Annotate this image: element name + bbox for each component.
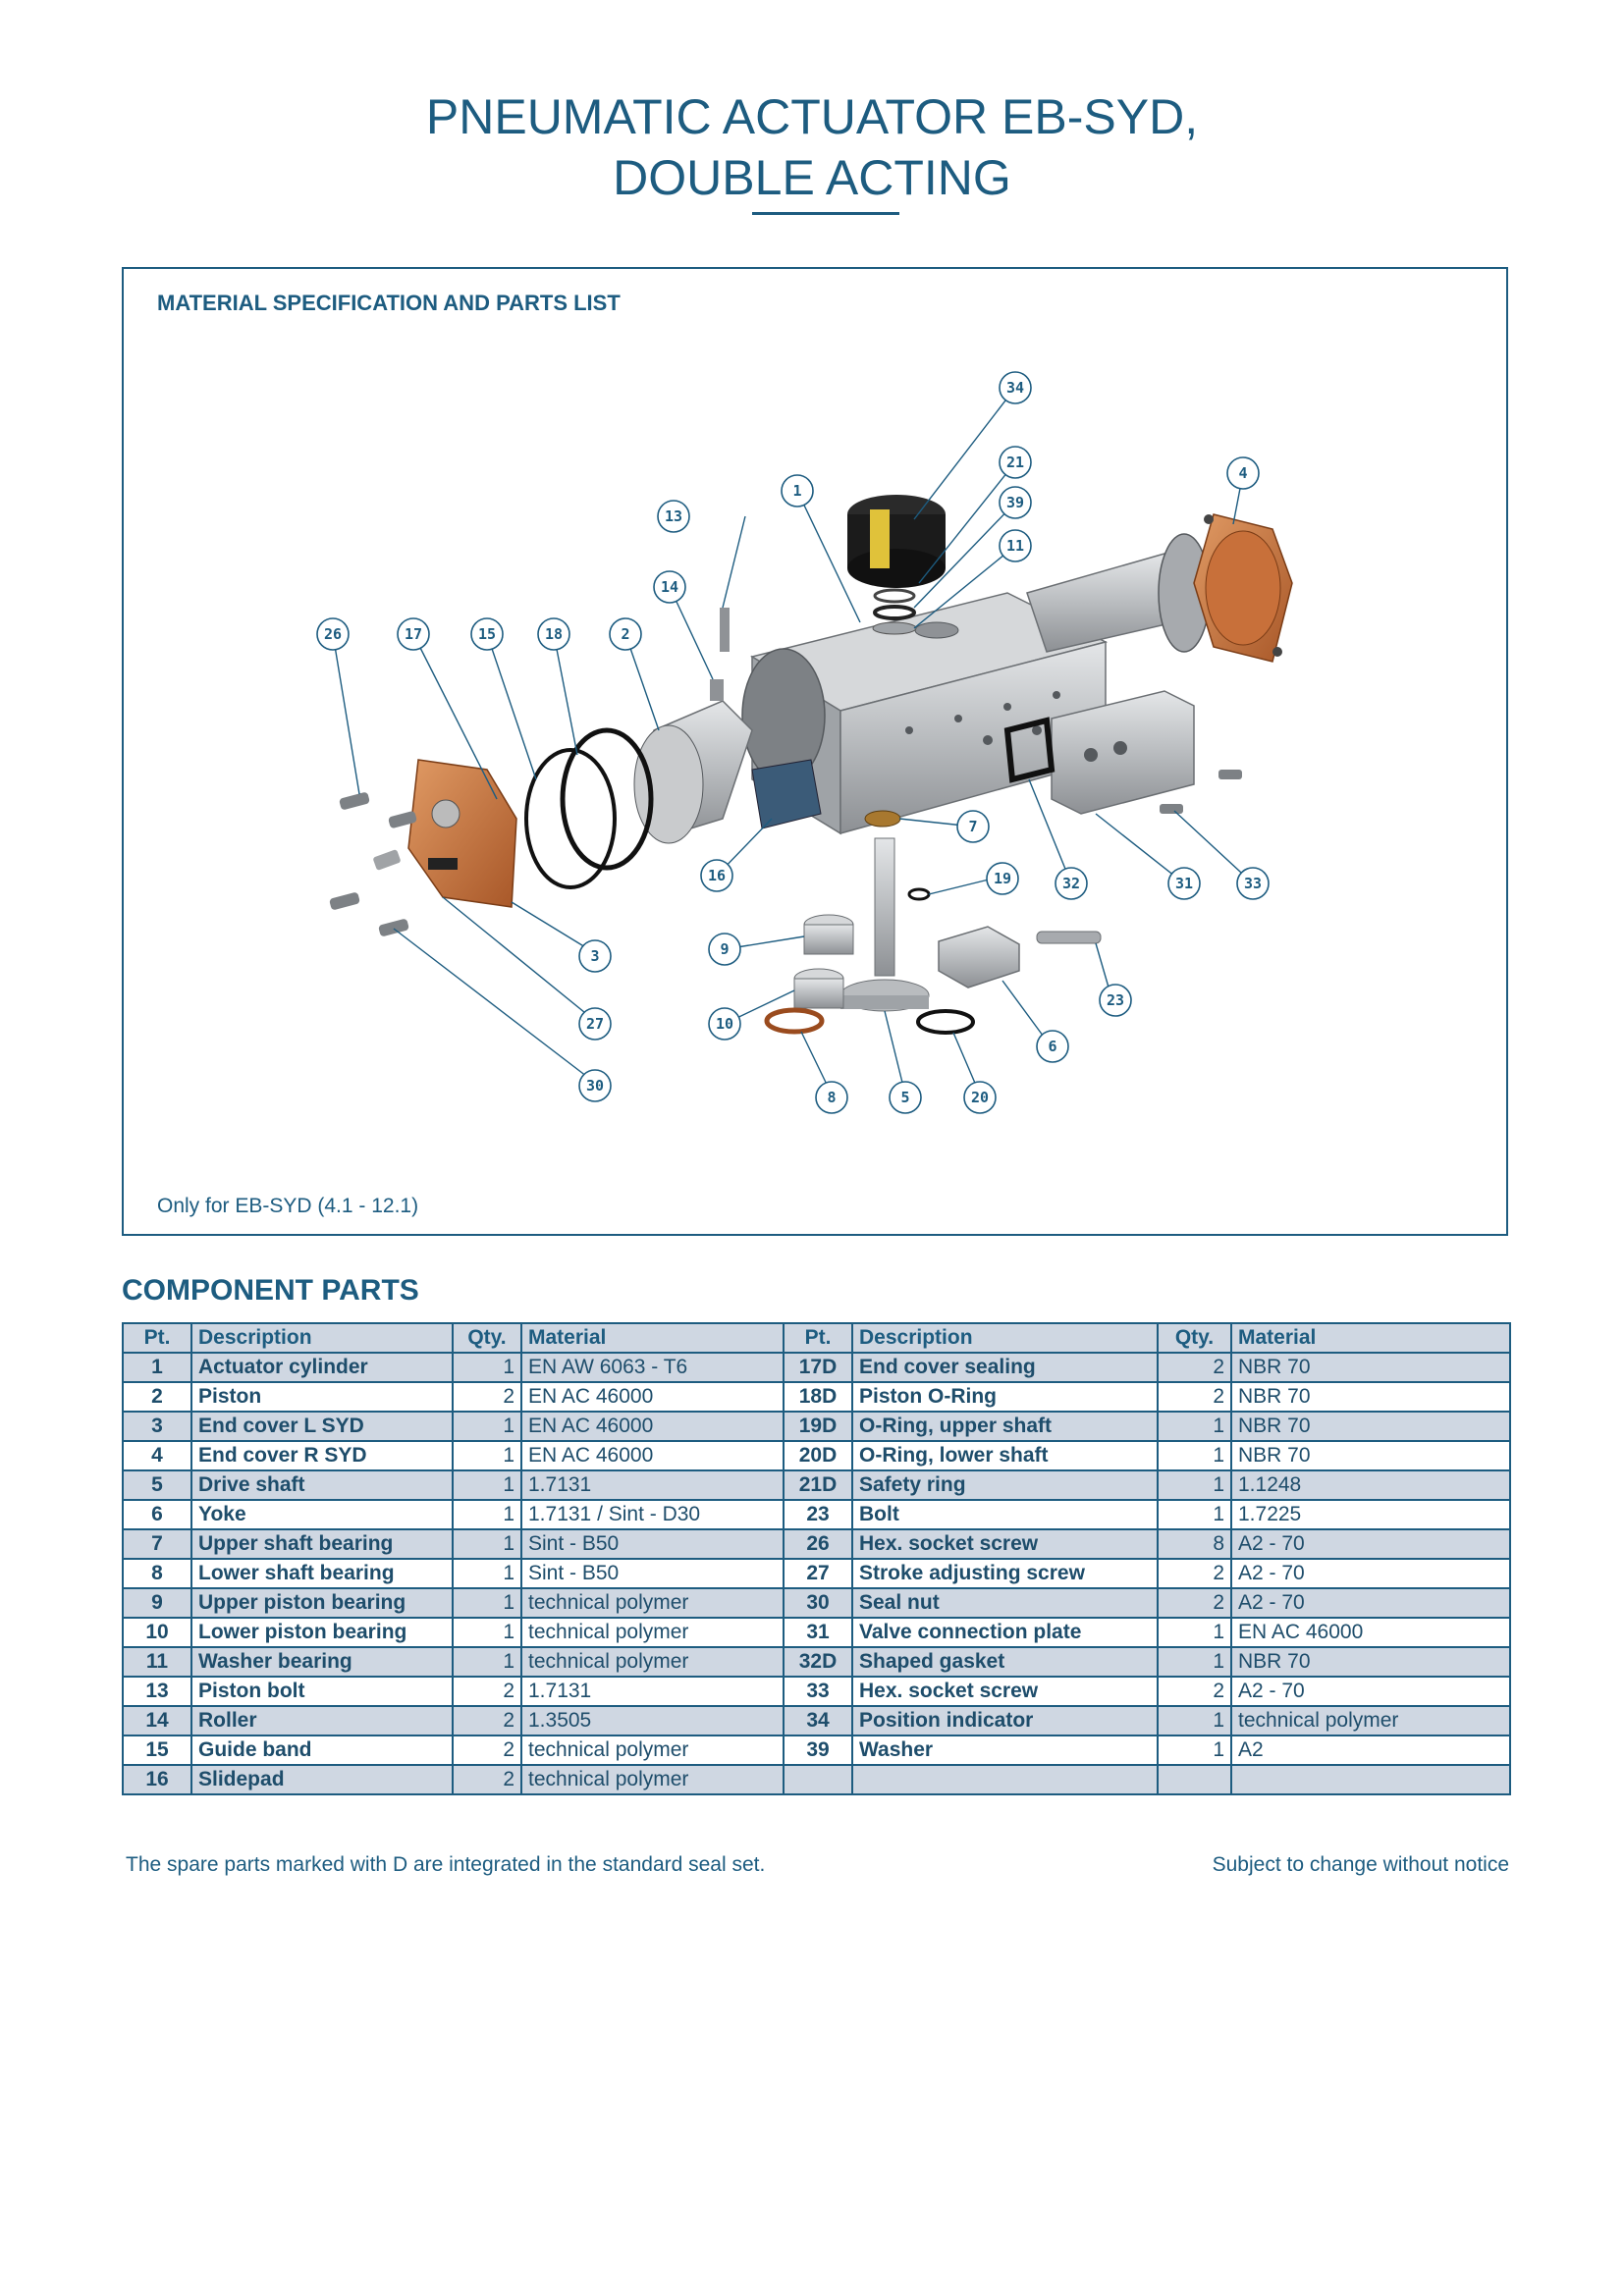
callout-33 — [1237, 868, 1269, 899]
callout-20 — [964, 1082, 996, 1113]
table-cell-material-2: EN AC 46000 — [1231, 1618, 1510, 1647]
table-cell-pt: 5 — [123, 1470, 191, 1500]
table-cell-material-2: technical polymer — [1231, 1706, 1510, 1735]
table-cell-qty: 1 — [453, 1353, 521, 1382]
table-cell-pt: 6 — [123, 1500, 191, 1529]
svg-text:33: 33 — [1243, 875, 1263, 892]
table-cell-qty: 1 — [453, 1470, 521, 1500]
svg-text:13: 13 — [664, 507, 683, 525]
exploded-view-drawing — [124, 269, 1506, 1234]
table-cell-qty: 2 — [453, 1765, 521, 1794]
table-cell-description-2: Hex. socket screw — [852, 1677, 1158, 1706]
table-cell-pt-2: 26 — [784, 1529, 852, 1559]
header-pt: Pt. — [123, 1323, 191, 1353]
callout-23 — [1100, 985, 1131, 1016]
table-cell-description-2: End cover sealing — [852, 1353, 1158, 1382]
callout-15 — [471, 618, 503, 650]
svg-text:14: 14 — [660, 578, 679, 596]
table-row — [123, 1382, 1510, 1412]
svg-text:23: 23 — [1106, 991, 1125, 1009]
table-cell-description: Washer bearing — [191, 1647, 453, 1677]
svg-text:11: 11 — [1005, 537, 1025, 555]
table-cell-description-2: Shaped gasket — [852, 1647, 1158, 1677]
svg-text:21: 21 — [1005, 454, 1025, 471]
svg-text:39: 39 — [1005, 494, 1025, 511]
table-cell-material-2: A2 - 70 — [1231, 1559, 1510, 1588]
table-cell-material-2: NBR 70 — [1231, 1412, 1510, 1441]
callout-31 — [1168, 868, 1200, 899]
table-cell-material-2: 1.1248 — [1231, 1470, 1510, 1500]
table-cell-description: Upper shaft bearing — [191, 1529, 453, 1559]
table-cell-qty-2: 2 — [1158, 1677, 1231, 1706]
table-cell-material-2: NBR 70 — [1231, 1353, 1510, 1382]
table-cell-material: 1.7131 — [521, 1677, 784, 1706]
table-row — [123, 1441, 1510, 1470]
callout-13 — [658, 501, 689, 532]
component-parts-title: COMPONENT PARTS — [122, 1274, 419, 1307]
table-cell-qty-2: 1 — [1158, 1500, 1231, 1529]
table-cell-pt: 11 — [123, 1647, 191, 1677]
table-cell-description: Slidepad — [191, 1765, 453, 1794]
table-cell-material-2: A2 - 70 — [1231, 1529, 1510, 1559]
table-cell-pt: 13 — [123, 1677, 191, 1706]
guide-band-shape — [526, 730, 651, 887]
table-row — [123, 1765, 1510, 1794]
svg-text:30: 30 — [585, 1077, 605, 1095]
callout-34 — [1000, 372, 1031, 403]
table-cell-pt-2: 34 — [784, 1706, 852, 1735]
table-cell-pt: 2 — [123, 1382, 191, 1412]
callout-6 — [1037, 1031, 1068, 1062]
table-cell-description-2: Hex. socket screw — [852, 1529, 1158, 1559]
table-row — [123, 1647, 1510, 1677]
table-cell-qty-2: 1 — [1158, 1706, 1231, 1735]
callout-21 — [1000, 447, 1031, 478]
table-cell-qty-2 — [1158, 1765, 1231, 1794]
table-row — [123, 1412, 1510, 1441]
table-cell-qty: 2 — [453, 1706, 521, 1735]
table-cell-qty: 1 — [453, 1647, 521, 1677]
table-cell-material-2: A2 - 70 — [1231, 1677, 1510, 1706]
table-cell-description-2: Stroke adjusting screw — [852, 1559, 1158, 1588]
table-cell-pt-2 — [784, 1765, 852, 1794]
table-cell-material-2: A2 - 70 — [1231, 1588, 1510, 1618]
table-cell-qty: 1 — [453, 1412, 521, 1441]
callout-26 — [317, 618, 349, 650]
table-cell-qty-2: 1 — [1158, 1618, 1231, 1647]
svg-text:2: 2 — [621, 625, 630, 643]
callout-11 — [1000, 530, 1031, 561]
table-cell-qty-2: 2 — [1158, 1353, 1231, 1382]
table-cell-pt-2: 17D — [784, 1353, 852, 1382]
table-cell-description: Drive shaft — [191, 1470, 453, 1500]
title-line-1: PNEUMATIC ACTUATOR EB-SYD, — [425, 89, 1199, 144]
table-cell-qty: 1 — [453, 1559, 521, 1588]
page-title — [0, 86, 1624, 208]
callout-27 — [579, 1008, 611, 1040]
table-cell-qty-2: 2 — [1158, 1382, 1231, 1412]
drive-shaft-shape — [767, 811, 973, 1033]
header-description: Description — [191, 1323, 453, 1353]
table-cell-pt: 15 — [123, 1735, 191, 1765]
table-cell-description-2: Safety ring — [852, 1470, 1158, 1500]
svg-text:10: 10 — [715, 1015, 734, 1033]
table-cell-qty: 1 — [453, 1500, 521, 1529]
header-material-2: Material — [1231, 1323, 1510, 1353]
table-cell-pt-2: 31 — [784, 1618, 852, 1647]
table-cell-material: EN AC 46000 — [521, 1382, 784, 1412]
title-line-2: DOUBLE ACTING — [613, 150, 1011, 205]
table-cell-qty-2: 2 — [1158, 1559, 1231, 1588]
table-row — [123, 1470, 1510, 1500]
callout-17 — [398, 618, 429, 650]
table-cell-qty-2: 2 — [1158, 1588, 1231, 1618]
table-cell-pt-2: 39 — [784, 1735, 852, 1765]
table-cell-material: technical polymer — [521, 1765, 784, 1794]
table-cell-qty: 1 — [453, 1588, 521, 1618]
table-row — [123, 1500, 1510, 1529]
svg-text:15: 15 — [477, 625, 497, 643]
table-cell-description-2: Seal nut — [852, 1588, 1158, 1618]
table-cell-description-2: Valve connection plate — [852, 1618, 1158, 1647]
table-cell-description: End cover L SYD — [191, 1412, 453, 1441]
callout-5 — [890, 1082, 921, 1113]
table-cell-pt: 14 — [123, 1706, 191, 1735]
table-row — [123, 1735, 1510, 1765]
table-cell-material-2: NBR 70 — [1231, 1382, 1510, 1412]
callout-2 — [610, 618, 641, 650]
svg-text:3: 3 — [590, 947, 600, 965]
table-cell-material: Sint - B50 — [521, 1529, 784, 1559]
table-row — [123, 1677, 1510, 1706]
table-cell-qty: 1 — [453, 1529, 521, 1559]
svg-text:9: 9 — [720, 940, 730, 958]
table-cell-description-2 — [852, 1765, 1158, 1794]
exploded-view-panel — [122, 267, 1508, 1236]
table-cell-pt-2: 27 — [784, 1559, 852, 1588]
callout-14 — [654, 571, 685, 603]
table-cell-material-2: 1.7225 — [1231, 1500, 1510, 1529]
table-cell-description: Upper piston bearing — [191, 1588, 453, 1618]
svg-text:17: 17 — [404, 625, 423, 643]
table-cell-pt-2: 21D — [784, 1470, 852, 1500]
table-cell-material: 1.3505 — [521, 1706, 784, 1735]
table-cell-qty: 2 — [453, 1382, 521, 1412]
callout-18 — [538, 618, 569, 650]
callout-3 — [579, 940, 611, 972]
table-cell-material: Sint - B50 — [521, 1559, 784, 1588]
table-cell-pt-2: 33 — [784, 1677, 852, 1706]
table-cell-description-2: Washer — [852, 1735, 1158, 1765]
table-cell-qty-2: 1 — [1158, 1735, 1231, 1765]
table-cell-description: Roller — [191, 1706, 453, 1735]
table-cell-material: technical polymer — [521, 1618, 784, 1647]
table-cell-pt: 1 — [123, 1353, 191, 1382]
footer-disclaimer: Subject to change without notice — [1212, 1853, 1509, 1876]
table-cell-qty-2: 1 — [1158, 1412, 1231, 1441]
table-cell-pt: 16 — [123, 1765, 191, 1794]
header-qty: Qty. — [453, 1323, 521, 1353]
table-cell-qty-2: 8 — [1158, 1529, 1231, 1559]
table-cell-description: Piston — [191, 1382, 453, 1412]
table-cell-pt-2: 18D — [784, 1382, 852, 1412]
header-material: Material — [521, 1323, 784, 1353]
svg-text:1: 1 — [792, 482, 802, 500]
svg-text:7: 7 — [968, 818, 978, 835]
table-cell-description: Actuator cylinder — [191, 1353, 453, 1382]
table-row — [123, 1529, 1510, 1559]
table-cell-material-2: NBR 70 — [1231, 1441, 1510, 1470]
yoke-shape — [939, 927, 1101, 988]
table-cell-pt-2: 30 — [784, 1588, 852, 1618]
table-cell-qty: 2 — [453, 1677, 521, 1706]
callout-16 — [701, 860, 732, 891]
table-cell-description: Yoke — [191, 1500, 453, 1529]
table-cell-pt-2: 23 — [784, 1500, 852, 1529]
callout-30 — [579, 1070, 611, 1101]
end-cover-left-shape — [408, 760, 516, 907]
table-cell-qty: 2 — [453, 1735, 521, 1765]
table-cell-pt-2: 20D — [784, 1441, 852, 1470]
callout-39 — [1000, 487, 1031, 518]
table-row — [123, 1706, 1510, 1735]
piston-bolt-shape — [710, 608, 730, 701]
callout-8 — [816, 1082, 847, 1113]
table-cell-material: EN AW 6063 - T6 — [521, 1353, 784, 1382]
table-cell-material: 1.7131 — [521, 1470, 784, 1500]
table-cell-description-2: Piston O-Ring — [852, 1382, 1158, 1412]
table-cell-qty: 1 — [453, 1618, 521, 1647]
table-cell-qty-2: 1 — [1158, 1441, 1231, 1470]
figure-note: Only for EB-SYD (4.1 - 12.1) — [157, 1195, 419, 1217]
svg-text:19: 19 — [993, 870, 1012, 887]
callout-10 — [709, 1008, 740, 1040]
title-underline — [752, 212, 899, 215]
table-row — [123, 1353, 1510, 1382]
table-cell-qty-2: 1 — [1158, 1470, 1231, 1500]
svg-text:20: 20 — [970, 1089, 990, 1106]
svg-text:26: 26 — [323, 625, 343, 643]
table-cell-qty: 1 — [453, 1441, 521, 1470]
table-cell-material: technical polymer — [521, 1647, 784, 1677]
svg-text:27: 27 — [585, 1015, 605, 1033]
table-cell-material: technical polymer — [521, 1588, 784, 1618]
table-cell-pt-2: 19D — [784, 1412, 852, 1441]
figure-heading: MATERIAL SPECIFICATION AND PARTS LIST — [157, 291, 621, 315]
table-cell-material-2 — [1231, 1765, 1510, 1794]
svg-text:34: 34 — [1005, 379, 1025, 397]
table-body — [123, 1353, 1510, 1794]
table-cell-description-2: Bolt — [852, 1500, 1158, 1529]
table-cell-description-2: O-Ring, lower shaft — [852, 1441, 1158, 1470]
svg-text:31: 31 — [1174, 875, 1194, 892]
svg-text:16: 16 — [707, 867, 727, 884]
table-cell-description: Piston bolt — [191, 1677, 453, 1706]
table-cell-material: 1.7131 / Sint - D30 — [521, 1500, 784, 1529]
table-cell-pt: 10 — [123, 1618, 191, 1647]
table-cell-pt: 3 — [123, 1412, 191, 1441]
table-cell-description: Guide band — [191, 1735, 453, 1765]
callout-1 — [782, 475, 813, 507]
callout-4 — [1227, 457, 1259, 489]
callout-7 — [957, 811, 989, 842]
svg-text:6: 6 — [1048, 1038, 1057, 1055]
table-cell-pt: 8 — [123, 1559, 191, 1588]
header-pt-2: Pt. — [784, 1323, 852, 1353]
component-parts-table — [122, 1322, 1511, 1795]
table-cell-description-2: O-Ring, upper shaft — [852, 1412, 1158, 1441]
table-row — [123, 1618, 1510, 1647]
table-cell-description: Lower piston bearing — [191, 1618, 453, 1647]
table-cell-pt-2: 32D — [784, 1647, 852, 1677]
screws-shape — [329, 791, 417, 936]
table-cell-material-2: NBR 70 — [1231, 1647, 1510, 1677]
svg-text:18: 18 — [544, 625, 564, 643]
callout-32 — [1056, 868, 1087, 899]
table-row — [123, 1559, 1510, 1588]
svg-text:8: 8 — [827, 1089, 837, 1106]
table-header-row — [123, 1323, 1510, 1353]
table-cell-description: End cover R SYD — [191, 1441, 453, 1470]
header-description-2: Description — [852, 1323, 1158, 1353]
table-cell-pt: 7 — [123, 1529, 191, 1559]
svg-text:4: 4 — [1238, 464, 1248, 482]
table-cell-material-2: A2 — [1231, 1735, 1510, 1765]
table-cell-description: Lower shaft bearing — [191, 1559, 453, 1588]
table-cell-material: EN AC 46000 — [521, 1412, 784, 1441]
right-piston-shape — [1027, 534, 1210, 652]
end-cover-right-shape — [1194, 514, 1292, 662]
table-cell-material: technical polymer — [521, 1735, 784, 1765]
table-cell-material: EN AC 46000 — [521, 1441, 784, 1470]
svg-text:32: 32 — [1061, 875, 1081, 892]
table-cell-qty-2: 1 — [1158, 1647, 1231, 1677]
footer-seal-note: The spare parts marked with D are integrated in the standard seal set. — [126, 1853, 766, 1876]
header-qty-2: Qty. — [1158, 1323, 1231, 1353]
table-cell-description-2: Position indicator — [852, 1706, 1158, 1735]
table-row — [123, 1588, 1510, 1618]
callout-19 — [987, 863, 1018, 894]
table-cell-pt: 9 — [123, 1588, 191, 1618]
callout-9 — [709, 934, 740, 965]
table-cell-pt: 4 — [123, 1441, 191, 1470]
svg-text:5: 5 — [900, 1089, 910, 1106]
